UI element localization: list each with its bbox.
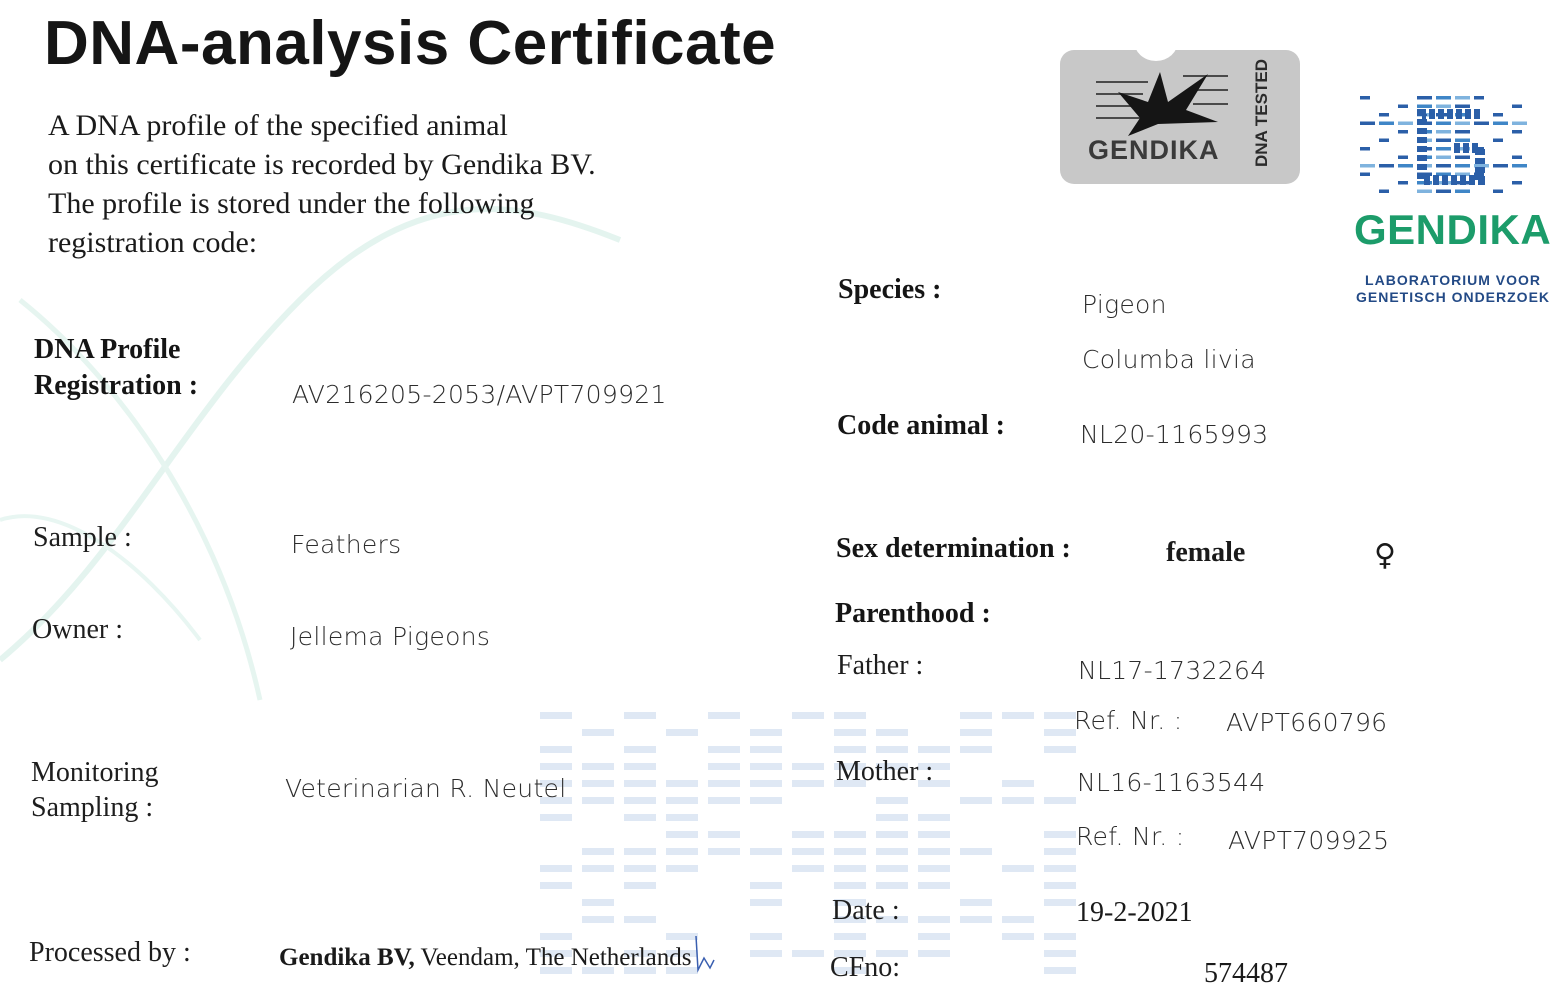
code-animal-label: Code animal : [837, 410, 1005, 441]
species-scientific-name: Columba livia [1082, 345, 1256, 374]
logo-subtitle-line: LABORATORIUM VOOR [1365, 272, 1541, 288]
mother-ref-value: AVPT709925 [1228, 826, 1390, 855]
mother-ref-label: Ref. Nr. : [1076, 822, 1185, 851]
mother-value: NL16-1163544 [1077, 768, 1266, 797]
sampling-label: Sampling : [31, 792, 154, 823]
sample-label: Sample : [33, 522, 132, 553]
badge-tested-text: DNA TESTED [1252, 58, 1271, 167]
processed-location: Veendam, The Netherlands [414, 944, 692, 971]
badge-punch-hole [1134, 21, 1178, 61]
species-label: Species : [838, 274, 942, 305]
processed-label: Processed by : [29, 937, 191, 968]
date-value: 19-2-2021 [1076, 897, 1193, 928]
owner-label: Owner : [32, 614, 123, 645]
badge-brand: GENDIKA [1088, 135, 1220, 165]
registration-label: Registration : [34, 370, 199, 401]
intro-paragraph [48, 106, 708, 262]
logo-subtitle-line: GENETISCH ONDERZOEK [1356, 289, 1551, 305]
logo-brand-name: GENDIKA [1354, 206, 1552, 253]
logo-subtitle [1356, 272, 1550, 306]
registration-value: AV216205-2053/AVPT709921 [292, 380, 667, 409]
species-common-name: Pigeon [1082, 290, 1167, 319]
sex-value: female [1166, 537, 1246, 568]
date-label: Date : [832, 895, 900, 926]
bird-icon [1088, 62, 1238, 142]
intro-line: on this certificate is recorded by Gendika BV. [48, 148, 596, 181]
female-symbol-icon: ♀ [1374, 538, 1396, 573]
sex-determination-label: Sex determination : [836, 533, 1071, 564]
intro-line: A DNA profile of the specified animal [48, 109, 508, 142]
monitoring-value: Veterinarian R. Neutel [285, 774, 567, 803]
code-animal-value: NL20-1165993 [1080, 420, 1269, 449]
processed-value [279, 944, 692, 972]
mother-label: Mother : [836, 756, 934, 787]
processed-company: Gendika BV, [279, 944, 415, 971]
signature-mark [690, 930, 720, 974]
father-ref-value: AVPT660796 [1226, 708, 1388, 737]
page-title: DNA-analysis Certificate [44, 9, 777, 78]
cfno-label: CFno: [830, 952, 901, 983]
badge-tested-label [1245, 60, 1279, 165]
gendika-logo-icon [1352, 92, 1538, 202]
cfno-value: 574487 [1204, 958, 1288, 989]
parenthood-label: Parenthood : [835, 598, 991, 629]
sample-value: Feathers [291, 530, 402, 559]
intro-line: registration code: [48, 226, 258, 259]
father-label: Father : [837, 650, 924, 681]
owner-value: Jellema Pigeons [290, 622, 491, 651]
father-value: NL17-1732264 [1078, 656, 1267, 685]
dna-profile-label: DNA Profile [34, 334, 181, 365]
father-ref-label: Ref. Nr. : [1074, 706, 1183, 735]
intro-line: The profile is stored under the following [48, 187, 535, 220]
monitoring-label: Monitoring [31, 757, 159, 788]
